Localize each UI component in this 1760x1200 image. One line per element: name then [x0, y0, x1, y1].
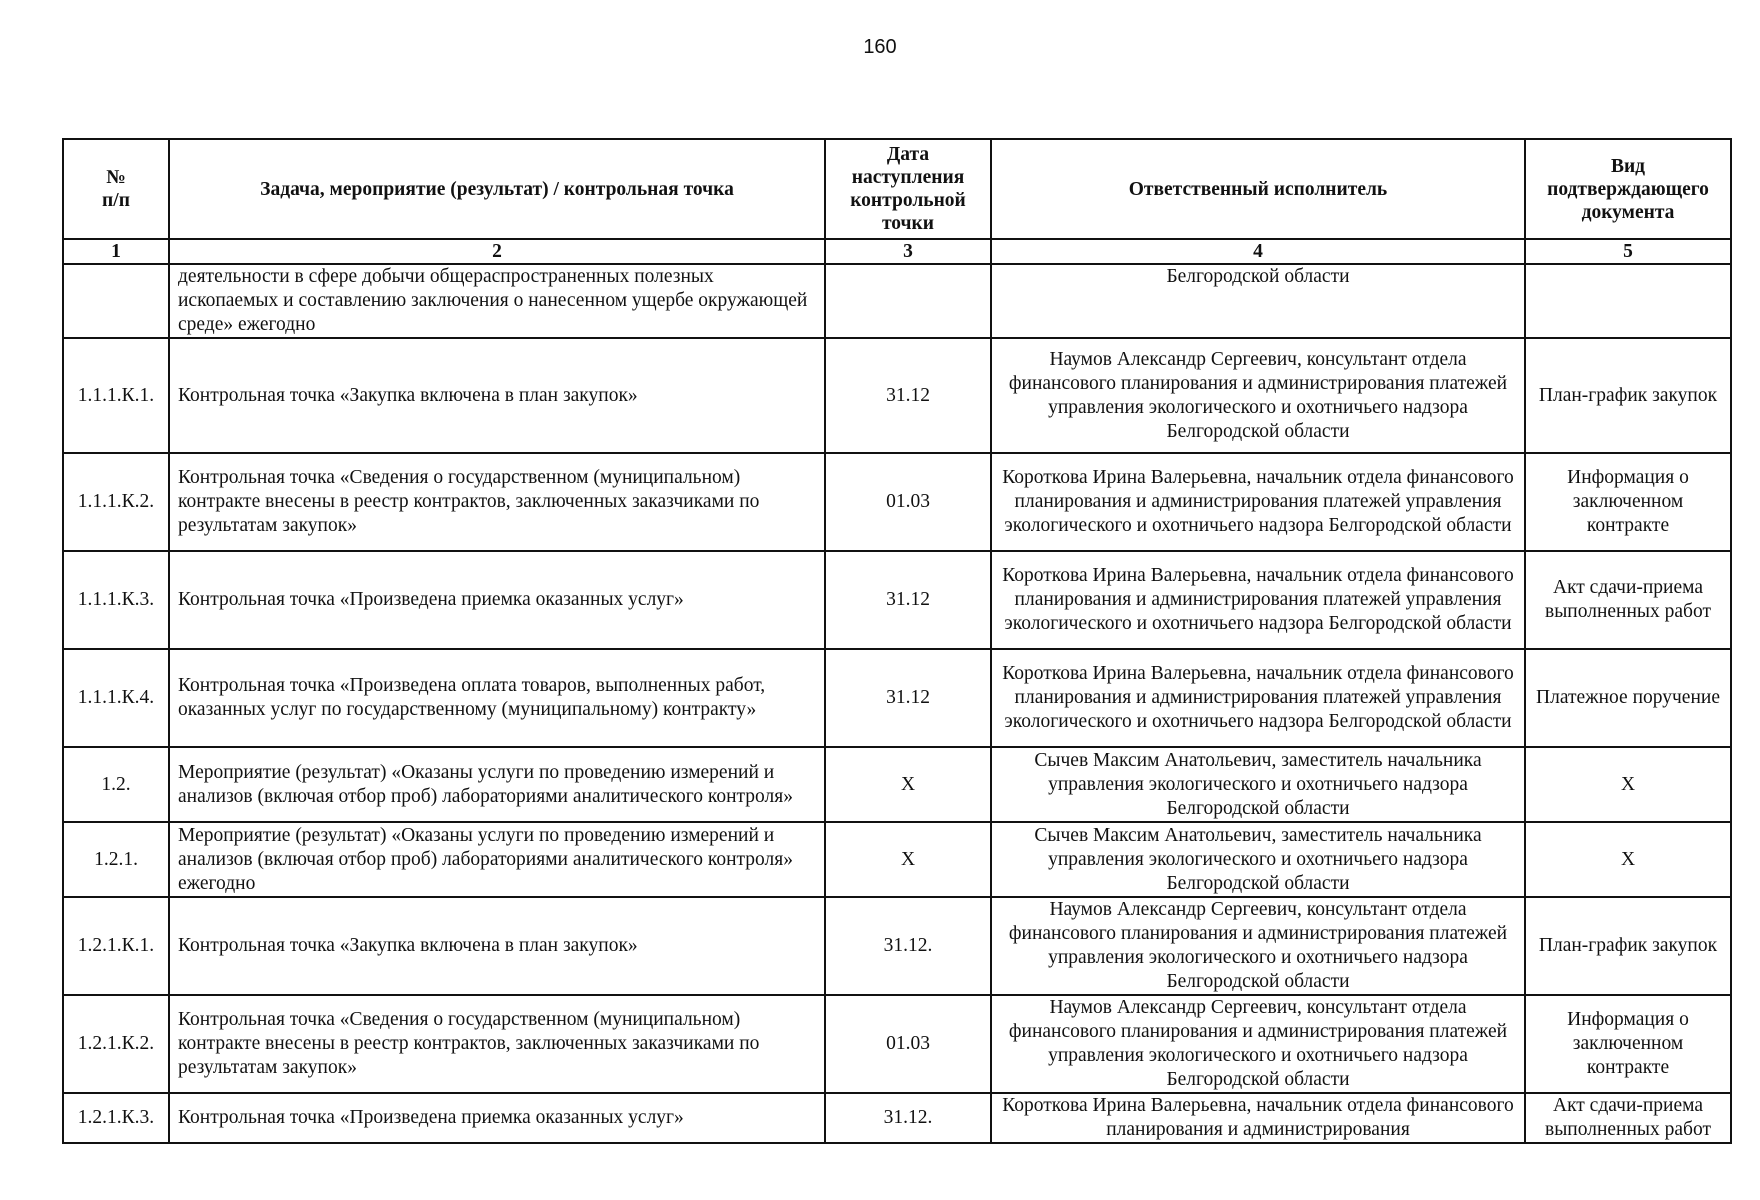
- row-number: 1.2.1.К.1.: [63, 897, 169, 995]
- header-number: № п/п: [63, 139, 169, 239]
- control-points-table: [62, 138, 1732, 1144]
- row-task: Контрольная точка «Закупка включена в план закупок»: [169, 897, 825, 995]
- row-number: [63, 264, 169, 338]
- row-document: Акт сдачи-приема выполненных работ: [1525, 551, 1731, 649]
- table-row: [63, 995, 1731, 1093]
- page-number: 160: [863, 36, 897, 58]
- table-row: [63, 897, 1731, 995]
- table-row: [63, 453, 1731, 551]
- table-row: [63, 822, 1731, 897]
- column-index: 5: [1525, 239, 1731, 264]
- row-document: X: [1525, 822, 1731, 897]
- row-date: 31.12: [825, 649, 991, 747]
- header-document: Вид подтверждающего документа: [1525, 139, 1731, 239]
- row-number: 1.2.1.: [63, 822, 169, 897]
- row-date: [825, 264, 991, 338]
- row-task: Контрольная точка «Произведена приемка оказанных услуг»: [169, 551, 825, 649]
- row-task: Контрольная точка «Произведена оплата товаров, выполненных работ, оказанных услуг по государственному (муниципальному) контракту»: [169, 649, 825, 747]
- row-task: деятельности в сфере добычи общераспространенных полезных ископаемых и составлению заключения о нанесенном ущербе окружающей среде» ежегодно: [169, 264, 825, 338]
- row-date: 31.12: [825, 551, 991, 649]
- row-date: 31.12: [825, 338, 991, 453]
- row-number: 1.2.: [63, 747, 169, 822]
- row-document: План-график закупок: [1525, 897, 1731, 995]
- column-index-row: [63, 239, 1731, 264]
- row-number: 1.2.1.К.2.: [63, 995, 169, 1093]
- row-task: Контрольная точка «Сведения о государственном (муниципальном) контракте внесены в реестр контрактов, заключенных заказчиками по результатам закупок»: [169, 995, 825, 1093]
- row-responsible: Наумов Александр Сергеевич, консультант отдела финансового планирования и администрирования платежей управления экологического и охотничьего надзора Белгородской области: [991, 995, 1525, 1093]
- table-row: [63, 264, 1731, 338]
- table-row: [63, 1093, 1731, 1143]
- row-document: [1525, 264, 1731, 338]
- row-number: 1.1.1.К.2.: [63, 453, 169, 551]
- row-task: Контрольная точка «Произведена приемка оказанных услуг»: [169, 1093, 825, 1143]
- row-responsible: Сычев Максим Анатольевич, заместитель начальника управления экологического и охотничьего надзора Белгородской области: [991, 822, 1525, 897]
- row-date: 01.03: [825, 995, 991, 1093]
- row-date: 31.12.: [825, 1093, 991, 1143]
- row-responsible: Наумов Александр Сергеевич, консультант отдела финансового планирования и администрирования платежей управления экологического и охотничьего надзора Белгородской области: [991, 897, 1525, 995]
- table-row: [63, 747, 1731, 822]
- row-task: Контрольная точка «Сведения о государственном (муниципальном) контракте внесены в реестр контрактов, заключенных заказчиками по результатам закупок»: [169, 453, 825, 551]
- table-row: [63, 551, 1731, 649]
- row-responsible: Сычев Максим Анатольевич, заместитель начальника управления экологического и охотничьего надзора Белгородской области: [991, 747, 1525, 822]
- row-responsible: Короткова Ирина Валерьевна, начальник отдела финансового планирования и администрирования платежей управления экологического и охотничьего надзора Белгородской области: [991, 649, 1525, 747]
- row-document: Информация о заключенном контракте: [1525, 995, 1731, 1093]
- column-index: 1: [63, 239, 169, 264]
- row-responsible: Наумов Александр Сергеевич, консультант отдела финансового планирования и администрирования платежей управления экологического и охотничьего надзора Белгородской области: [991, 338, 1525, 453]
- row-responsible: Короткова Ирина Валерьевна, начальник отдела финансового планирования и администрирования: [991, 1093, 1525, 1143]
- table-row: [63, 649, 1731, 747]
- header-date: Дата наступления контрольной точки: [825, 139, 991, 239]
- row-task: Контрольная точка «Закупка включена в план закупок»: [169, 338, 825, 453]
- row-task: Мероприятие (результат) «Оказаны услуги по проведению измерений и анализов (включая отбор проб) лабораториями аналитического контроля»: [169, 747, 825, 822]
- row-document: Информация о заключенном контракте: [1525, 453, 1731, 551]
- row-task: Мероприятие (результат) «Оказаны услуги по проведению измерений и анализов (включая отбор проб) лабораториями аналитического контроля» ежегодно: [169, 822, 825, 897]
- row-document: Акт сдачи-приема выполненных работ: [1525, 1093, 1731, 1143]
- row-date: X: [825, 822, 991, 897]
- row-document: Платежное поручение: [1525, 649, 1731, 747]
- row-document: План-график закупок: [1525, 338, 1731, 453]
- column-index: 3: [825, 239, 991, 264]
- row-responsible: Короткова Ирина Валерьевна, начальник отдела финансового планирования и администрирования платежей управления экологического и охотничьего надзора Белгородской области: [991, 453, 1525, 551]
- column-index: 4: [991, 239, 1525, 264]
- row-date: 01.03: [825, 453, 991, 551]
- row-date: X: [825, 747, 991, 822]
- header-row: [63, 139, 1731, 239]
- row-number: 1.1.1.К.4.: [63, 649, 169, 747]
- column-index: 2: [169, 239, 825, 264]
- row-responsible: Белгородской области: [991, 264, 1525, 338]
- row-responsible: Короткова Ирина Валерьевна, начальник отдела финансового планирования и администрирования платежей управления экологического и охотничьего надзора Белгородской области: [991, 551, 1525, 649]
- row-number: 1.1.1.К.3.: [63, 551, 169, 649]
- header-task: Задача, мероприятие (результат) / контрольная точка: [169, 139, 825, 239]
- table-row: [63, 338, 1731, 453]
- row-number: 1.1.1.К.1.: [63, 338, 169, 453]
- row-number: 1.2.1.К.3.: [63, 1093, 169, 1143]
- row-date: 31.12.: [825, 897, 991, 995]
- row-document: X: [1525, 747, 1731, 822]
- header-responsible: Ответственный исполнитель: [991, 139, 1525, 239]
